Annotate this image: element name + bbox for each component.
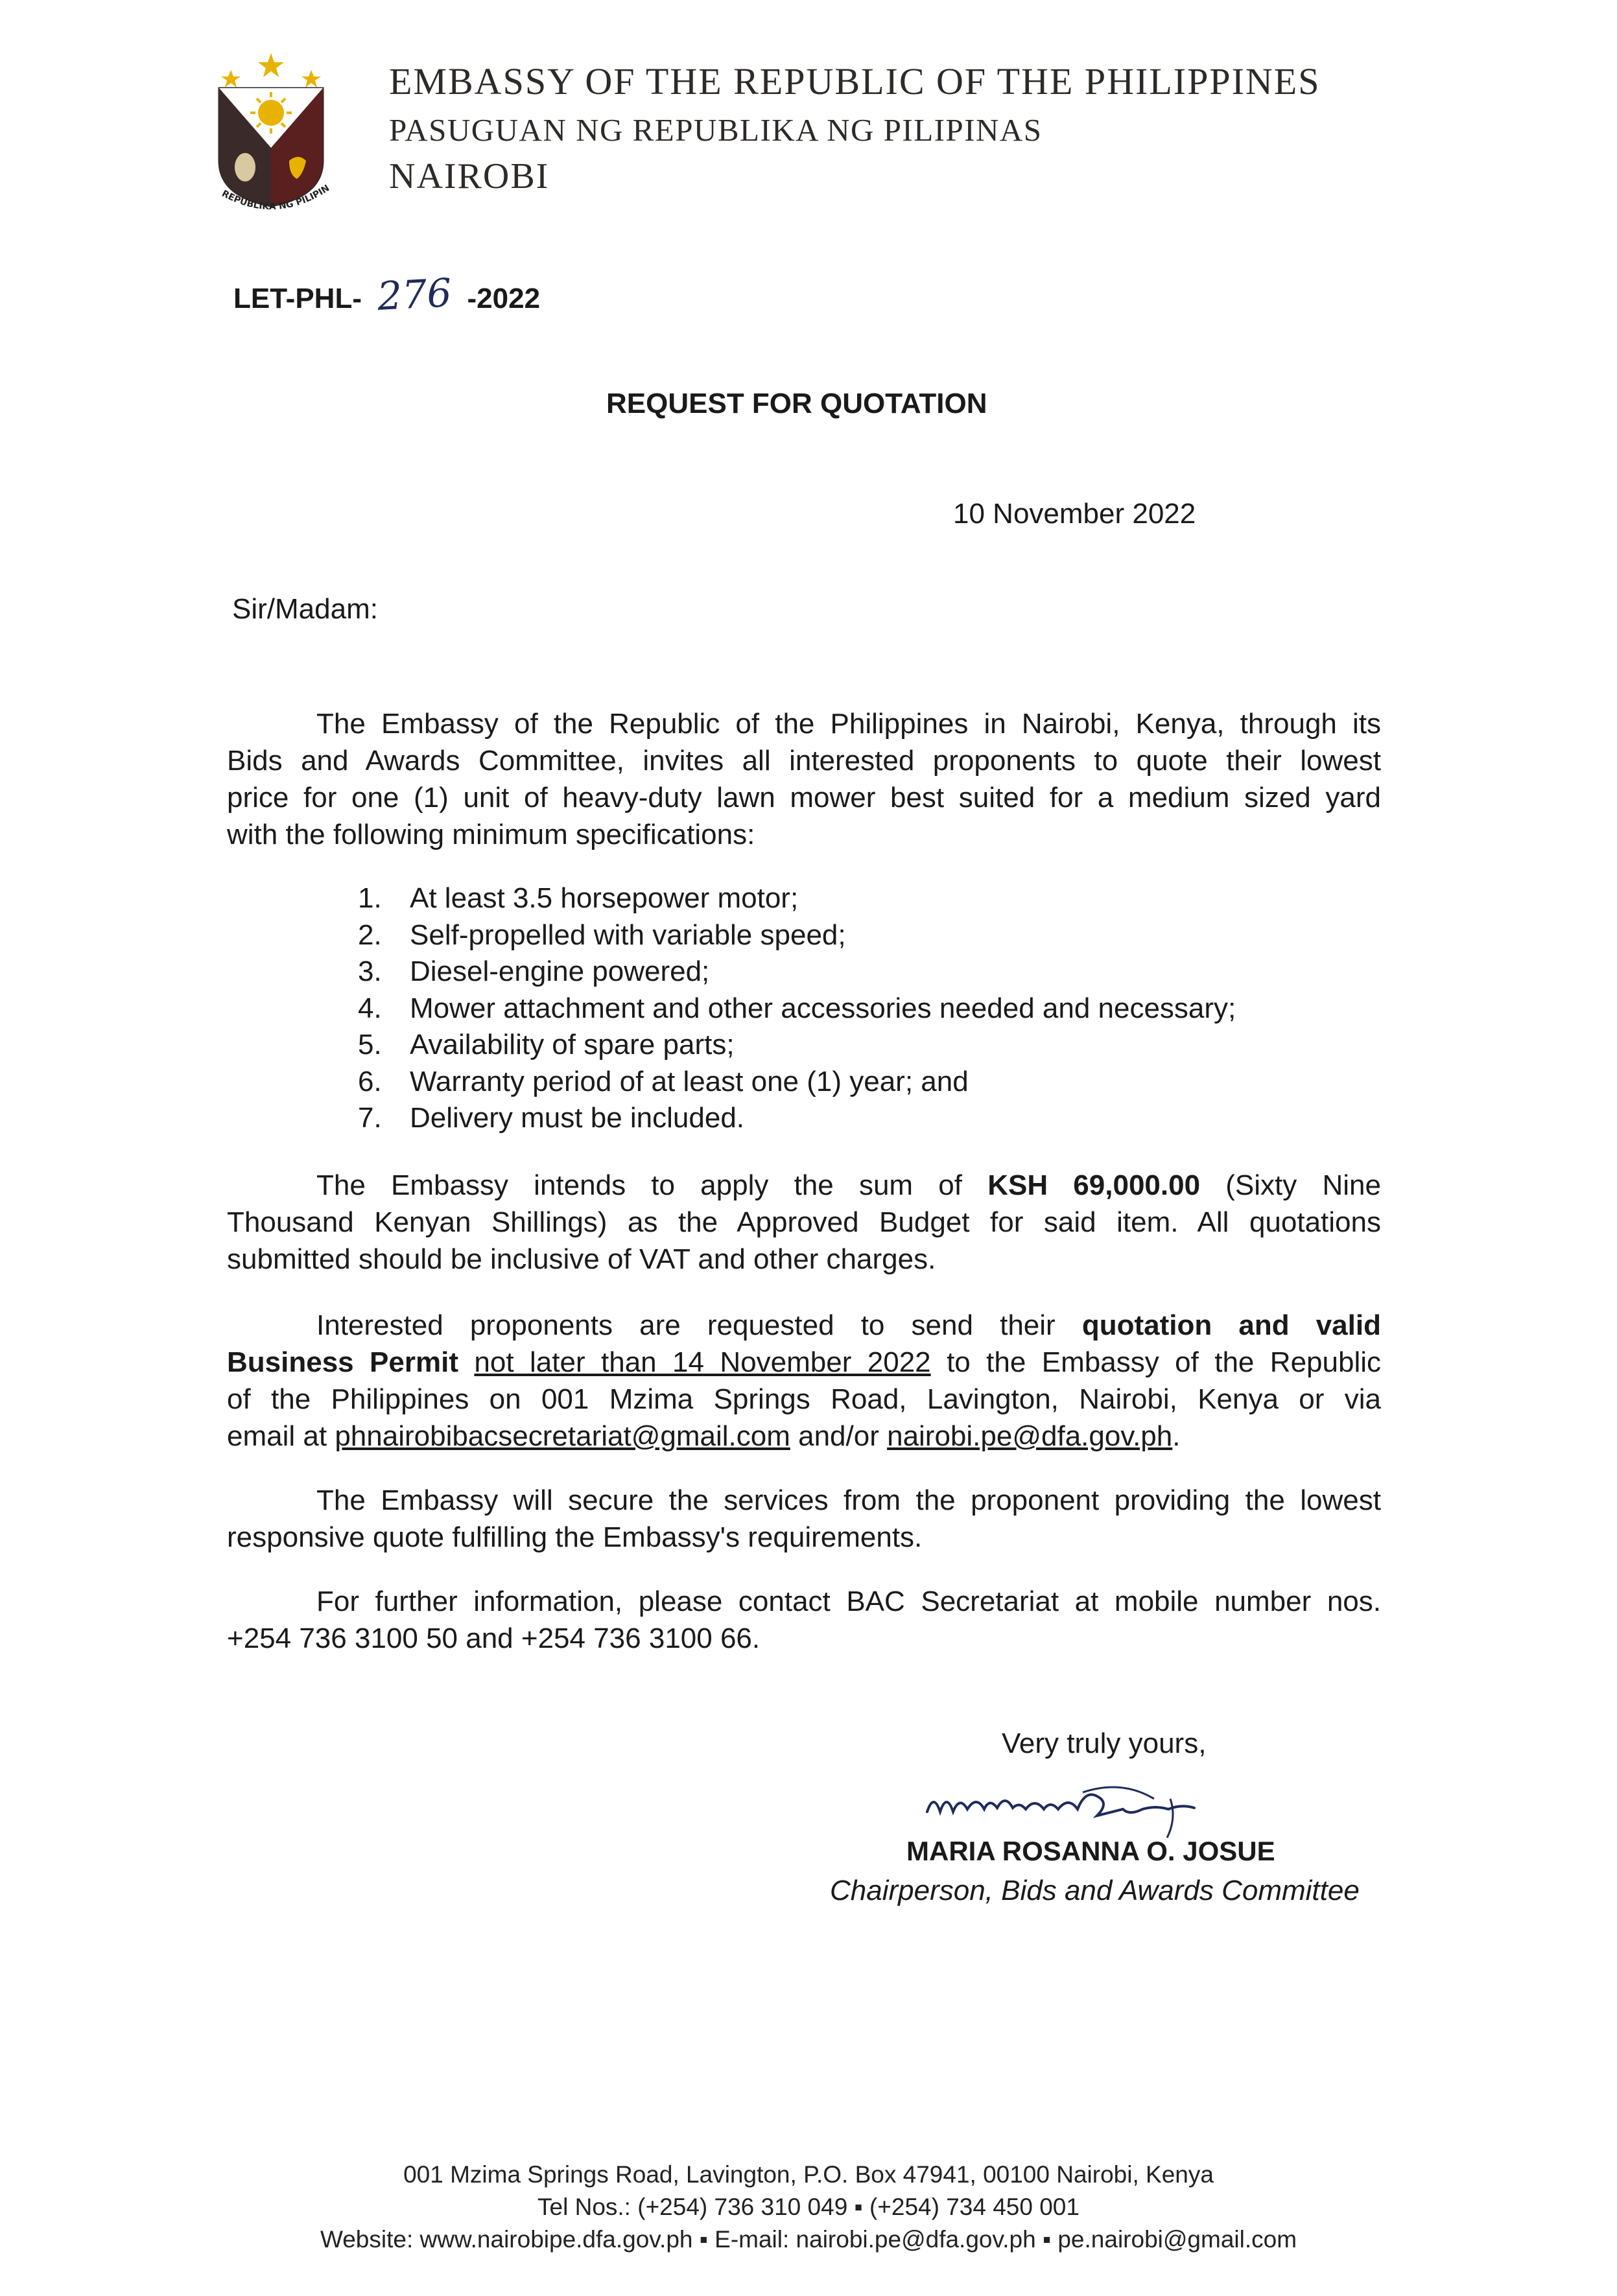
footer-telephone: Tel Nos.: (+254) 736 310 049 ▪ (+254) 734 450 001 <box>537 2194 1080 2220</box>
seal-ribbon-text: REPUBLIKA NG PILIPIN <box>220 183 332 213</box>
embassy-seal <box>206 51 336 220</box>
reference-number <box>233 272 540 318</box>
paragraph-line: The Embassy of the Republic of the Philippines in Nairobi, Kenya, through its <box>316 708 1381 740</box>
paragraph-contact <box>227 1583 1381 1657</box>
paragraph-line: email at phnairobibacsecretariat@gmail.com and/or nairobi.pe@dfa.gov.ph. <box>227 1420 1181 1452</box>
specifications-list <box>358 880 1236 1137</box>
paragraph-line: Interested proponents are requested to send their quotation and valid <box>316 1309 1381 1341</box>
list-item: 3. Diesel-engine powered; <box>358 955 710 987</box>
list-item: 4. Mower attachment and other accessories needed and necessary; <box>358 992 1236 1024</box>
paragraph-line: with the following minimum specifications: <box>227 819 755 850</box>
list-item: 5. Availability of spare parts; <box>358 1029 735 1060</box>
letterhead-line-1: EMBASSY OF THE REPUBLIC OF THE PHILIPPINES <box>389 60 1321 102</box>
paragraph-line: responsive quote fulfilling the Embassy's requirements. <box>227 1521 923 1553</box>
paragraph-line: Business Permit not later than 14 November 2022 to the Embassy of the Republic <box>227 1346 1381 1378</box>
deadline: not later than 14 November 2022 <box>474 1346 931 1378</box>
paragraph-line: price for one (1) unit of heavy-duty lawn mower best suited for a medium sized yard <box>227 782 1381 814</box>
email-link-embassy[interactable]: nairobi.pe@dfa.gov.ph <box>887 1420 1173 1452</box>
signatory-name: MARIA ROSANNA O. JOSUE <box>906 1836 1275 1866</box>
paragraph-line: of the Philippines on 001 Mzima Springs Road, Lavington, Nairobi, Kenya or via <box>227 1383 1381 1415</box>
signatory-title: Chairperson, Bids and Awards Committee <box>830 1875 1360 1906</box>
paragraph-line: submitted should be inclusive of VAT and other charges. <box>227 1243 936 1275</box>
paragraph-line: The Embassy intends to apply the sum of KSH 69,000.00 (Sixty Nine <box>316 1169 1381 1201</box>
handwritten-signature <box>921 1773 1323 1844</box>
list-item: 6. Warranty period of at least one (1) year; and <box>358 1065 969 1097</box>
paragraph-submission <box>227 1307 1381 1455</box>
salutation: Sir/Madam: <box>232 593 378 625</box>
document-title: REQUEST FOR QUOTATION <box>606 388 987 419</box>
letterhead-line-2: PASUGUAN NG REPUBLIKA NG PILIPINAS <box>389 112 1043 148</box>
paragraph-line: The Embassy will secure the services from the proponent providing the lowest <box>316 1484 1381 1516</box>
footer-website-email: Website: www.nairobipe.dfa.gov.ph ▪ E-mail: nairobi.pe@dfa.gov.ph ▪ pe.nairobi@gmail.com <box>320 2226 1297 2253</box>
list-item: 2. Self-propelled with variable speed; <box>358 919 846 951</box>
list-item: 1. At least 3.5 horsepower motor; <box>358 882 799 914</box>
reference-suffix: -2022 <box>467 283 541 314</box>
reference-handwritten-number: 276 <box>376 270 453 320</box>
paragraph-line: For further information, please contact BAC Secretariat at mobile number nos. <box>316 1586 1381 1617</box>
list-item: 7. Delivery must be included. <box>358 1102 745 1134</box>
footer-address: 001 Mzima Springs Road, Lavington, P.O. Box 47941, 00100 Nairobi, Kenya <box>403 2161 1214 2188</box>
budget-amount: KSH 69,000.00 <box>987 1169 1201 1201</box>
paragraph-line: Bids and Awards Committee, invites all interested proponents to quote their lowest <box>227 745 1381 777</box>
paragraph-budget <box>227 1167 1381 1278</box>
paragraph-line: Thousand Kenyan Shillings) as the Approved Budget for said item. All quotations <box>227 1206 1381 1238</box>
closing: Very truly yours, <box>1002 1728 1207 1759</box>
letterhead-line-3: NAIROBI <box>389 156 550 196</box>
paragraph-line: +254 736 3100 50 and +254 736 3100 66. <box>227 1622 761 1654</box>
paragraph-invitation <box>227 705 1381 853</box>
letter-date: 10 November 2022 <box>953 498 1196 530</box>
paragraph-award <box>227 1482 1381 1556</box>
reference-prefix: LET-PHL- <box>233 283 362 314</box>
email-link-bac[interactable]: phnairobibacsecretariat@gmail.com <box>335 1420 790 1452</box>
